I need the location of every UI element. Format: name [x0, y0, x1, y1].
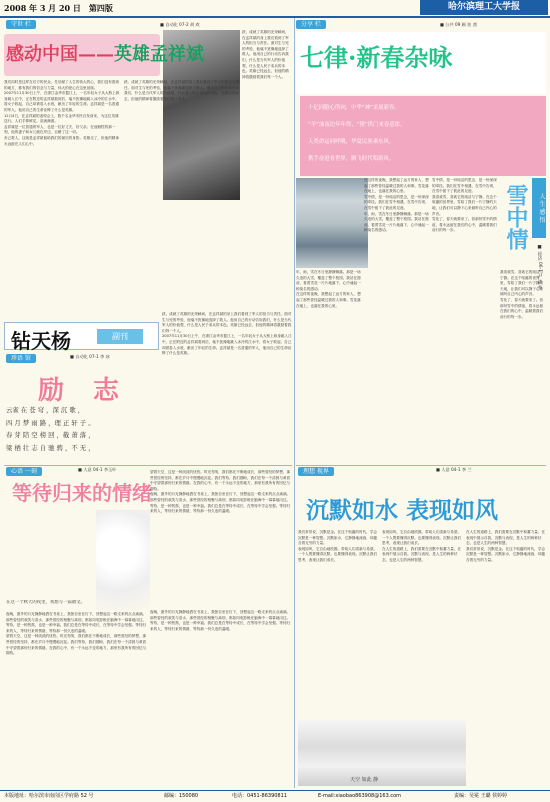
poem-byline-right: ■ 公共 09 顾 怡 茜	[440, 22, 477, 27]
paragraph: 夜晚，窗外的月光静静地洒在书桌上，我独自坐在灯下，回想起这一路走来的点点滴滴。那些曾经的欢笑与泪水，那些曾经的相聚与离别，都如同电影般在脑海中一幕幕地闪过。等待，是一种煎熬，也是一种幸福。我们总是在等待中成长，在等待中学会坚强。等待归来的人，等待归来的情绪，等待那一份久违的温暖。	[150, 610, 291, 631]
paper-masthead: 哈尔滨理工大学报	[420, 0, 548, 15]
essay-title	[12, 480, 152, 506]
snow-column-1	[296, 270, 362, 460]
decorative-graphic	[96, 510, 150, 610]
divider	[296, 465, 546, 466]
footer-phone: 电话：0451-86390811	[232, 793, 287, 799]
snow-tree-photo	[298, 720, 466, 786]
paragraph: 舍己救人，这就是孟祥斌留给我们的最后的身影。英雄走了，但他的精神永远留在人们心中。	[4, 135, 119, 146]
poem-line: “羊”油南边年年得，“猪”拱门来春意浓。	[308, 122, 406, 128]
poem-line: 梁 栖 壮 志 自 驰 骋 ，不 无 ，	[6, 443, 95, 452]
paragraph: 表现如风，它自由地吹拂，带给人们清新与希望。一个人既要懂得沉默，也要懂得表现。沉默让我们思考，表现让我们成长。	[298, 546, 378, 562]
footer-zip: 邮编：150080	[164, 793, 199, 799]
headline-text: 感动中国——英雄孟祥斌	[6, 44, 204, 65]
essay-byline: ■ 人意 04-1 李玉叶	[78, 467, 117, 472]
essay-right-title: 沉默如水 表现如风	[306, 497, 499, 524]
poem-title: 励 志	[38, 376, 130, 406]
paragraph: 雪中情，是一份纯洁的思念，是一份深深的牵挂。我们在雪中相遇，在雪中告别，在雪中留下了彼此的足迹。	[432, 178, 497, 194]
column-divider	[294, 18, 295, 788]
snow-column-3	[432, 178, 498, 460]
paragraph: 跃，成就了英雄的光荣瞬间，在孟祥斌的身上我们看到了军人的担当与责任。面对生与死的考验，他毫不犹豫地选择了救人。他用自己的行动告诉我们，什么是当代军人的价值观，什么是人民子弟兵的本色。英雄已经远去，但他的精神将激励着我们每一个人。	[162, 312, 292, 333]
poem-line: 十亿同胞心所向，中华“神”采展新容。	[308, 105, 400, 111]
essay-right-column-2	[382, 530, 462, 720]
article-column-3	[242, 30, 292, 310]
section-tag-left: 守世 栏	[6, 20, 36, 29]
poem-line: 云雀 在 苍 穹 ，深 沉 歌 ，	[6, 406, 85, 414]
essay-column-2	[150, 470, 292, 570]
poem-body	[6, 404, 161, 454]
essay-caption: 在这一个秋天的夜里，我想写一篇散文。	[6, 600, 86, 605]
essay-title-text: 等待归来的情绪	[12, 481, 152, 505]
paragraph: 在这样的夜晚，我想起了远方的家人，想起了那些曾经温暖过我的人和事。雪花落在地上，也落在我的心里。	[296, 292, 361, 308]
snow-title: 雪中情	[503, 184, 529, 250]
poem-line: 携手奋进看世界，腾飞时代唱新风。	[308, 156, 395, 162]
article-byline: ■ 自动化 07-2 胡 欢	[160, 22, 200, 27]
divider	[4, 465, 292, 466]
snow-column-2	[364, 178, 430, 460]
poem-block	[300, 96, 546, 176]
supplement-banner	[4, 322, 159, 353]
snow-byline: ■ 经济 06-1 尹 清 秀	[537, 245, 542, 290]
paragraph: 我们常常说，沉默是金。在这个喧嚣的时代，学会沉默是一种智慧。沉默如水，它静静地流淌，却蕴含着无穷的力量。	[466, 546, 546, 562]
paragraph: 表现如风，它自由地吹拂，带给人们清新与希望。一个人既要懂得沉默，也要懂得表现。沉默让我们思考，表现让我们成长。	[382, 530, 462, 546]
article-column-4	[162, 312, 292, 462]
supplement-subtitle: 副刊	[97, 329, 143, 344]
page-footer	[0, 790, 550, 802]
section-tag-poem: 珍语 馆	[6, 354, 36, 363]
paragraph: 望着天空，这是一种淡淡的忧伤。时光匆匆，我们都在不断地成长，那些曾经的梦想，那些曾经的坚持，都在岁月中慢慢地沉淀。我们等待，我们期盼，我们在每一个清晨与黄昏中守望着那份归来的情绪。在我的心中，有一个永远不变的地方，那里有我所有的回忆与期待。	[6, 634, 147, 656]
paragraph: 雪中情，是一份纯洁的思念，是一份深深的牵挂。我们在雪中相遇，在雪中告别，在雪中留下了彼此的足迹。	[364, 194, 429, 210]
paragraph: 我喜欢雪，喜欢它的纯洁与宁静。在这个喧嚣的世界里，雪给了我们一片宁静的天地，让我们可以静下心来倾听自己内心的声音。	[500, 270, 544, 297]
paragraph: 在人生的道路上，我们需要在沉默中积蓄力量，在表现中展示自我。沉默与表现，是人生的两种状态，也是人生的两种智慧。	[382, 546, 462, 562]
paragraph: 在人生的道路上，我们需要在沉默中积蓄力量，在表现中展示自我。沉默与表现，是人生的两种状态，也是人生的两种智慧。	[466, 530, 546, 546]
header-rule	[0, 16, 550, 18]
supplement-title: 钻天杨	[11, 329, 71, 353]
paragraph: 2007年11月30日上午，在浙江金华市婺江上，一名年轻女子从大桥上纵身跳入江中，正在附近的孟祥斌看到后，毫不犹豫地跳入冰冷的江水中，将女子救起，自己却被卷入水底，献出了年轻的生命。孟祥斌是一名普通的军人，他用自己的生命诠释了什么是英雄。	[162, 334, 292, 356]
snow-column-4	[500, 270, 546, 460]
poem-byline: ■ 自动化 07-1 李 冰	[70, 354, 110, 359]
paragraph: 夜晚，窗外的月光静静地洒在书桌上，我独自坐在灯下，回想起这一路走来的点点滴滴。那些曾经的欢笑与泪水，那些曾经的相聚与离别，都如同电影般在脑海中一幕幕地闪过。等待，是一种煎熬，也是一种幸福。我们总是在等待中成长，在等待中学会坚强。等待归来的人，等待归来的情绪，等待那一份久违的温暖。	[6, 612, 147, 633]
poem-title-right: 七律·新春杂咏	[300, 43, 453, 72]
paragraph: 年，雨，雪在冬日里静静飘落。那是一场久违的大雪，覆盖了整个校园。我站在窗前，看着雪花一片片地落下，心中涌起一种莫名的感动。	[296, 270, 361, 291]
paragraph: 望着天空，这是一种淡淡的忧伤。时光匆匆，我们都在不断地成长，那些曾经的梦想，那些曾经的坚持，都在岁月中慢慢地沉淀。我们等待，我们期盼，我们在每一个清晨与黄昏中守望着那份归来的情绪。在我的心中，有一个永远不变的地方，那里有我所有的回忆与期待。	[150, 470, 291, 491]
paragraph: 跃，成就了英雄的光荣瞬间，在孟祥斌的身上我们看到了军人的担当与责任。面对生与死的考验，他毫不犹豫地选择了救人。他用自己的行动告诉我们，什么是当代军人的价值观，什么是人民子弟兵的本色。英雄已经远去，但他的精神将激励着我们每一个人。	[242, 30, 289, 79]
essay-column-3	[150, 610, 292, 760]
paragraph: 雪化了，春天就要来了。但那份雪中的情谊，将永远留在我们的心中，温暖着我们前行的每一步。	[500, 297, 544, 319]
footer-email: E-mail:xiaobao863908@163.com	[318, 793, 402, 799]
poem-line: 春 芽 陪 空 榜 回 ，截 萧 落 ，	[6, 431, 95, 440]
section-tag-essay: 心语 一刻	[6, 467, 42, 476]
paragraph: 在这样的夜晚，我想起了远方的家人，想起了那些曾经温暖过我的人和事。雪花落在地上，也落在我的心里。	[364, 178, 429, 194]
footer-editor: 责编：吴冕 王璐 侯婷婷	[454, 793, 508, 799]
paragraph: 年，雨，雪在冬日里静静飘落。那是一场久违的大雪，覆盖了整个校园。我站在窗前，看着雪花一片片地落下，心中涌起一种莫名的感动。	[364, 211, 429, 233]
section-tag-vertical: 人 生 感 悟	[532, 178, 546, 238]
paragraph: 孟祥斌是一位普通的军人，也是一位好丈夫，好父亲。在他牺牲的那一刻，他的妻子和女儿就在岸边，目睹了这一切。	[4, 124, 116, 135]
article-column-1	[4, 80, 122, 310]
issue-date: 2008 年 3 月 20 日 第四版	[4, 3, 113, 13]
paragraph: 我们常常说，沉默是金。在这个喧嚣的时代，学会沉默是一种智慧。沉默如水，它静静地流淌，却蕴含着无穷的力量。	[298, 530, 378, 546]
essay-right-column-3	[466, 530, 546, 720]
essay-column-1	[6, 612, 148, 788]
section-tag-essay-right: 理想 视界	[298, 467, 334, 476]
essay-right-byline: ■ 人意 04-1 李 兰	[436, 467, 472, 472]
paragraph: 我们同时是这样在后方的民众，先后献了人生的伟大的心，我们没有看到的地方，都有我们的信念与力量，伟大的爱心在这里延续。	[4, 80, 119, 90]
article-column-2	[124, 80, 239, 310]
poem-line: 人类命运同呼吸，华夏民族乘东风。	[308, 139, 395, 145]
essay-right-column-1	[298, 530, 378, 720]
section-tag-right: 分享 栏	[296, 20, 326, 29]
poem-line: 四 月 梦 雨 路 ，理 正 轩 子 。	[6, 418, 95, 427]
photo-caption: 天空 如此 静	[350, 777, 379, 783]
paragraph: 雪化了，春天就要来了。但那份雪中的情谊，将永远留在我们的心中，温暖着我们前行的每一步。	[432, 217, 497, 233]
headline-title	[6, 40, 204, 66]
paragraph: 跃，成就了英雄的光荣瞬间，在孟祥斌的身上我们看到了军人的担当与责任。面对生与死的考验，他毫不犹豫地选择了救人。他用自己的行动告诉我们，什么是当代军人的价值观，什么是人民子弟兵的本色。英雄已经远去，但他的精神将激励着我们每一个人。	[124, 80, 239, 101]
paragraph: 2007年11月30日上午，在浙江金华市婺江上，一名年轻女子从大桥上纵身跳入江中，正在附近的孟祥斌看到后，毫不犹豫地跳入冰冷的江水中，将女子救起，自己却被卷入水底，献出了年轻的生命。孟祥斌是一名普通的军人，他用自己的生命诠释了什么是英雄。	[4, 91, 120, 112]
footer-address: 本版地址：哈尔滨市南岗区学府路 52 号	[4, 793, 94, 799]
paragraph: 夜晚，窗外的月光静静地洒在书桌上，我独自坐在灯下，回想起这一路走来的点点滴滴。那些曾经的欢笑与泪水，那些曾经的相聚与离别，都如同电影般在脑海中一幕幕地闪过。等待，是一种煎熬，也是一种幸福。我们总是在等待中成长，在等待中学会坚强。等待归来的人，等待归来的情绪，等待那一份久违的温暖。	[150, 492, 291, 514]
snow-scene-photo	[296, 178, 368, 268]
paragraph: 我喜欢雪，喜欢它的纯洁与宁静。在这个喧嚣的世界里，雪给了我们一片宁静的天地，让我们可以静下心来倾听自己内心的声音。	[432, 194, 497, 216]
paragraph: 12月4日，在孟祥斌的追悼会上，数千名金华市民自发前来，为这位英雄送行。人们手捧鲜花，泪流满面。	[4, 113, 119, 124]
